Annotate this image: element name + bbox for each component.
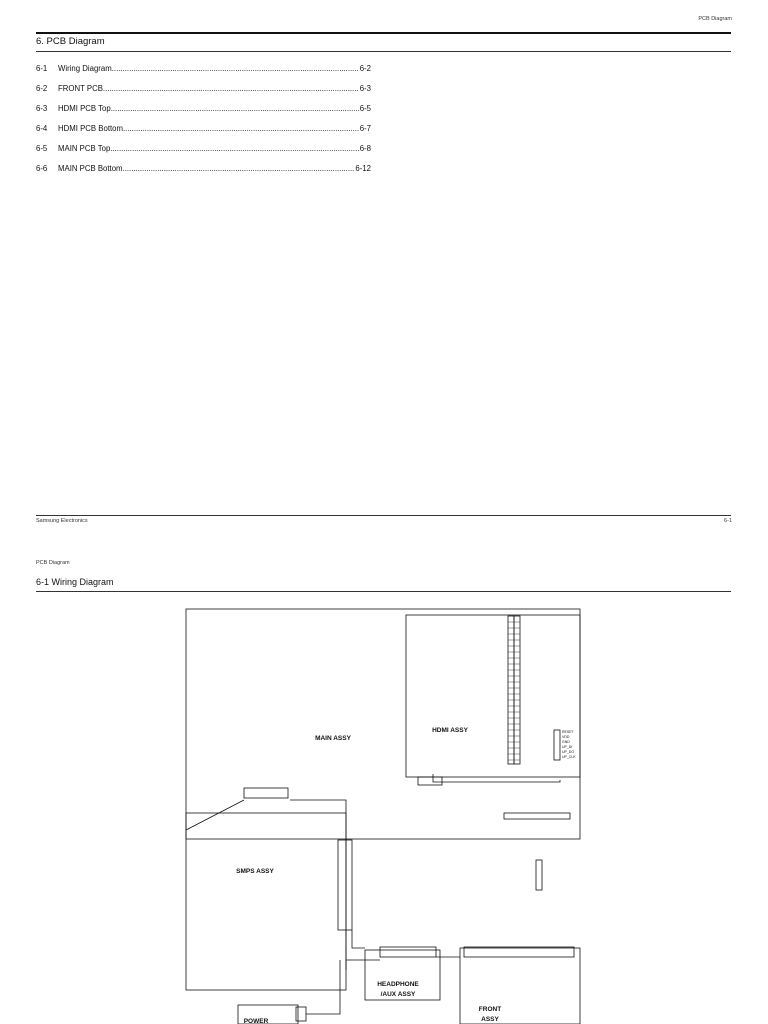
toc-entry[interactable]: 6-1 Wiring Diagram ..... 6-2 <box>36 64 371 74</box>
toc-entry[interactable]: 6-2 FRONT PCB ..... 6-3 <box>36 84 371 94</box>
running-header: PCB Diagram <box>698 16 732 22</box>
wiring-diagram <box>0 530 768 1024</box>
front-assy-label-2: ASSY <box>481 1016 499 1023</box>
title-rule <box>36 51 731 52</box>
toc-entry[interactable]: 6-6 MAIN PCB Bottom ..... 6-12 <box>36 164 371 174</box>
toc-entry[interactable]: 6-3 HDMI PCB Top ..... 6-5 <box>36 104 371 114</box>
main-assy-label: MAIN ASSY <box>315 735 351 742</box>
headphone-assy-label-2: /AUX ASSY <box>380 991 416 998</box>
side-pin-label: VDD <box>562 735 570 739</box>
headphone-assy-label-1: HEADPHONE <box>377 981 419 988</box>
section-title: 6-1 Wiring Diagram <box>36 577 114 587</box>
footer-rule <box>36 515 731 516</box>
section-title: 6. PCB Diagram <box>36 36 105 47</box>
smps-assy-box <box>186 813 346 990</box>
header-rule <box>36 32 731 34</box>
page-2 <box>0 530 768 1024</box>
footer-company: Samsung Electronics <box>36 518 88 524</box>
power-label: POWER <box>243 1018 269 1024</box>
footer-page-number: 6-1 <box>724 518 732 524</box>
smps-assy-label: SMPS ASSY <box>236 868 274 875</box>
toc-entry[interactable]: 6-5 MAIN PCB Top ..... 6-8 <box>36 144 371 154</box>
table-of-contents <box>36 64 371 184</box>
side-pin-label: UP_DO <box>562 750 575 754</box>
hdmi-assy-label: HDMI ASSY <box>432 727 468 734</box>
side-pin-label: RESET <box>562 730 574 734</box>
hdmi-connector <box>508 616 520 764</box>
running-header: PCB Diagram <box>36 560 70 566</box>
main-assy-box <box>186 609 580 839</box>
front-assy-label-1: FRONT <box>478 1006 502 1013</box>
side-pin-label: UP_CLK <box>562 755 576 759</box>
side-pin-label: UP_DI <box>562 745 573 749</box>
toc-entry[interactable]: 6-4 HDMI PCB Bottom ..... 6-7 <box>36 124 371 134</box>
side-pin-label: GND <box>562 740 570 744</box>
